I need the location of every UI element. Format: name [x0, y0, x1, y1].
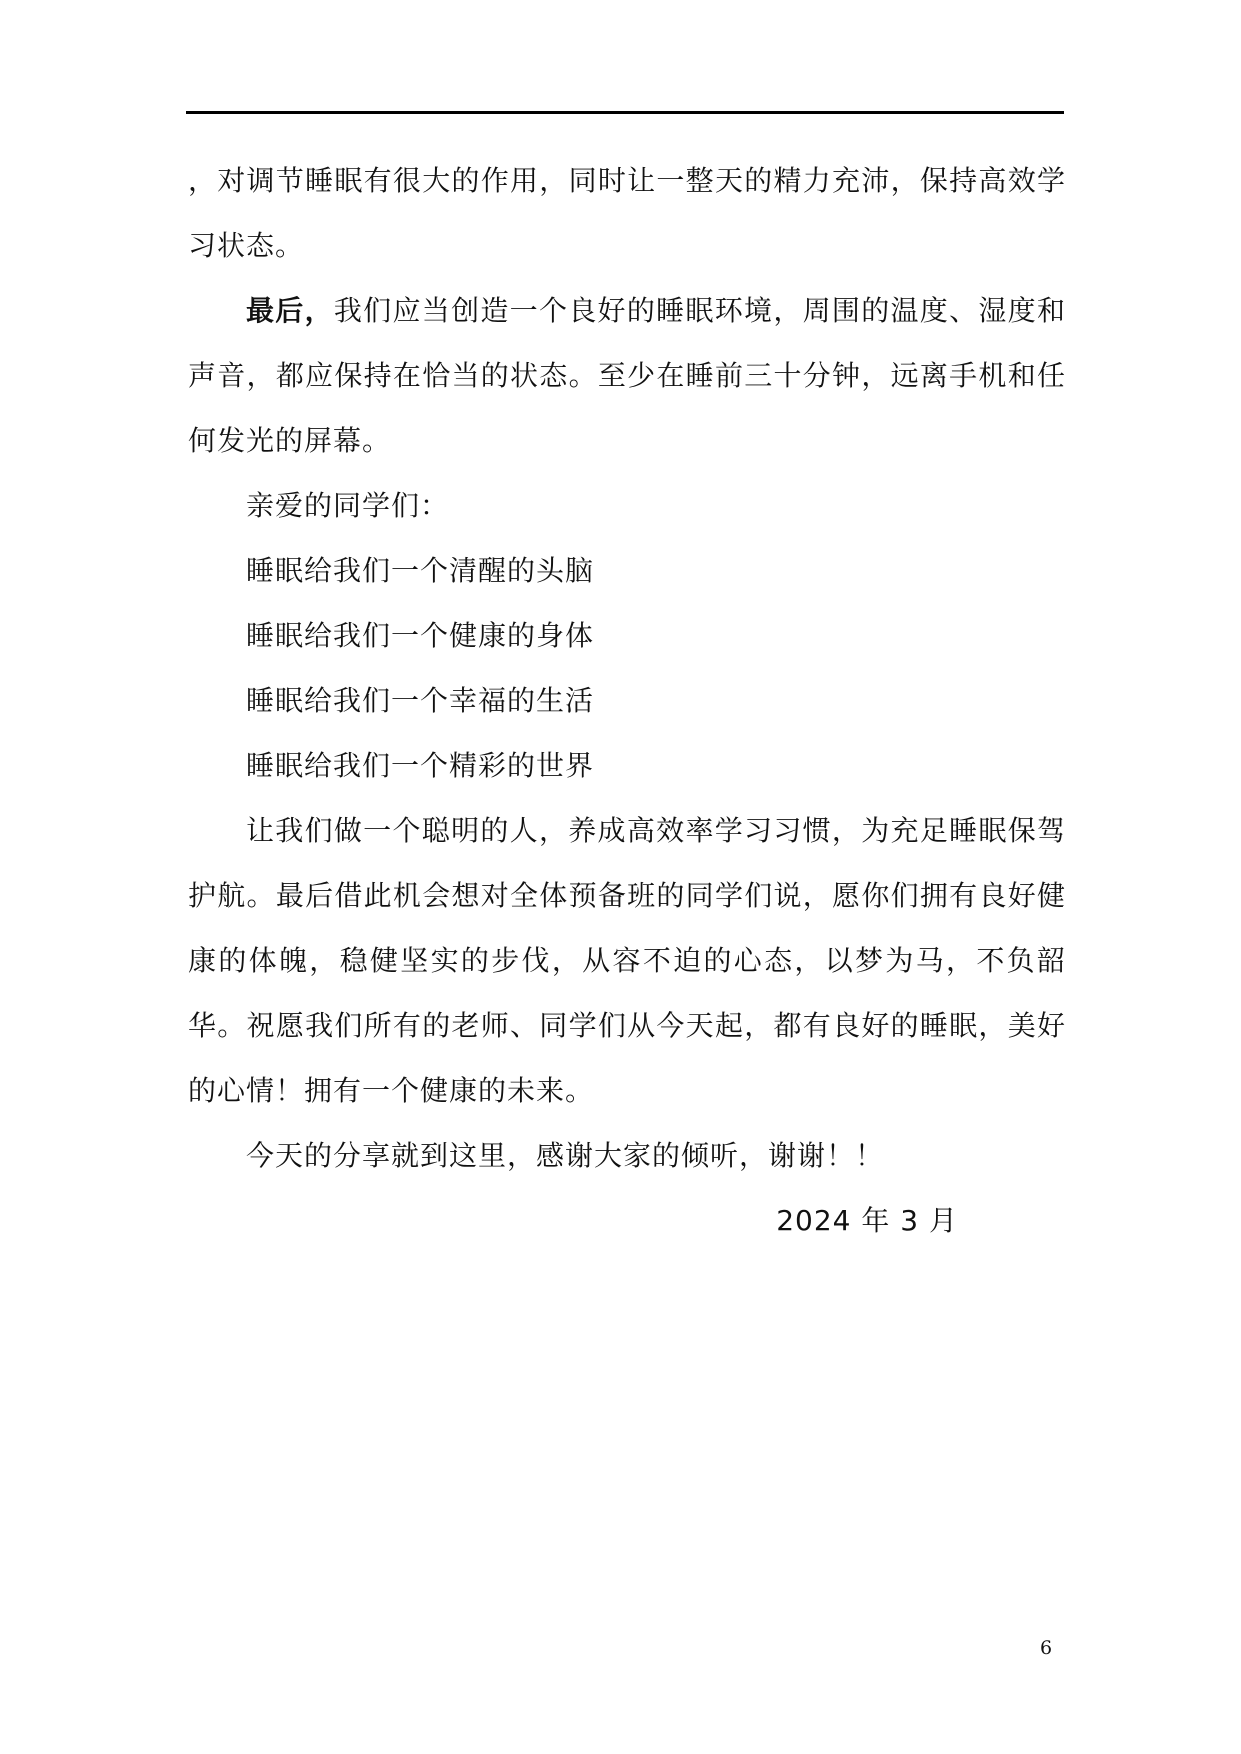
poem-line: 睡眠给我们一个精彩的世界 — [246, 749, 595, 782]
document-date: 2024 年 3 月 — [776, 1204, 958, 1237]
poem-line: 睡眠给我们一个幸福的生活 — [246, 684, 595, 717]
page-number: 6 — [1040, 1637, 1053, 1659]
paragraph-salutation: 亲爱的同学们： — [246, 489, 450, 522]
paragraph-thanks: 今天的分享就到这里，感谢大家的倾听，谢谢！！ — [246, 1139, 885, 1172]
paragraph-closing-wishes: 让我们做一个聪明的人，养成高效率学习习惯，为充足睡眠保驾护航。最后借此机会想对全体预备班的同学们说，愿你们拥有良好健康的体魄，稳健坚实的步伐，从容不迫的心态，以梦为马，不负韶华。祝愿我们所有的老师、同学们从今天起，都有良好的睡眠，美好的心情！拥有一个健康的未来。 — [188, 814, 1066, 1107]
paragraph-continuation: ，对调节睡眠有很大的作用，同时让一整天的精力充沛，保持高效学习状态。 — [188, 164, 1066, 262]
header-rule — [186, 111, 1064, 114]
poem-line: 睡眠给我们一个清醒的头脑 — [246, 554, 595, 587]
paragraph-finally: 最后，我们应当创造一个良好的睡眠环境，周围的温度、湿度和声音，都应保持在恰当的状态。至少在睡前三十分钟，远离手机和任何发光的屏幕。 — [188, 294, 1066, 457]
paragraph-lead-bold: 最后， — [246, 294, 334, 327]
poem-line: 睡眠给我们一个健康的身体 — [246, 619, 595, 652]
document-body — [188, 148, 1066, 1253]
